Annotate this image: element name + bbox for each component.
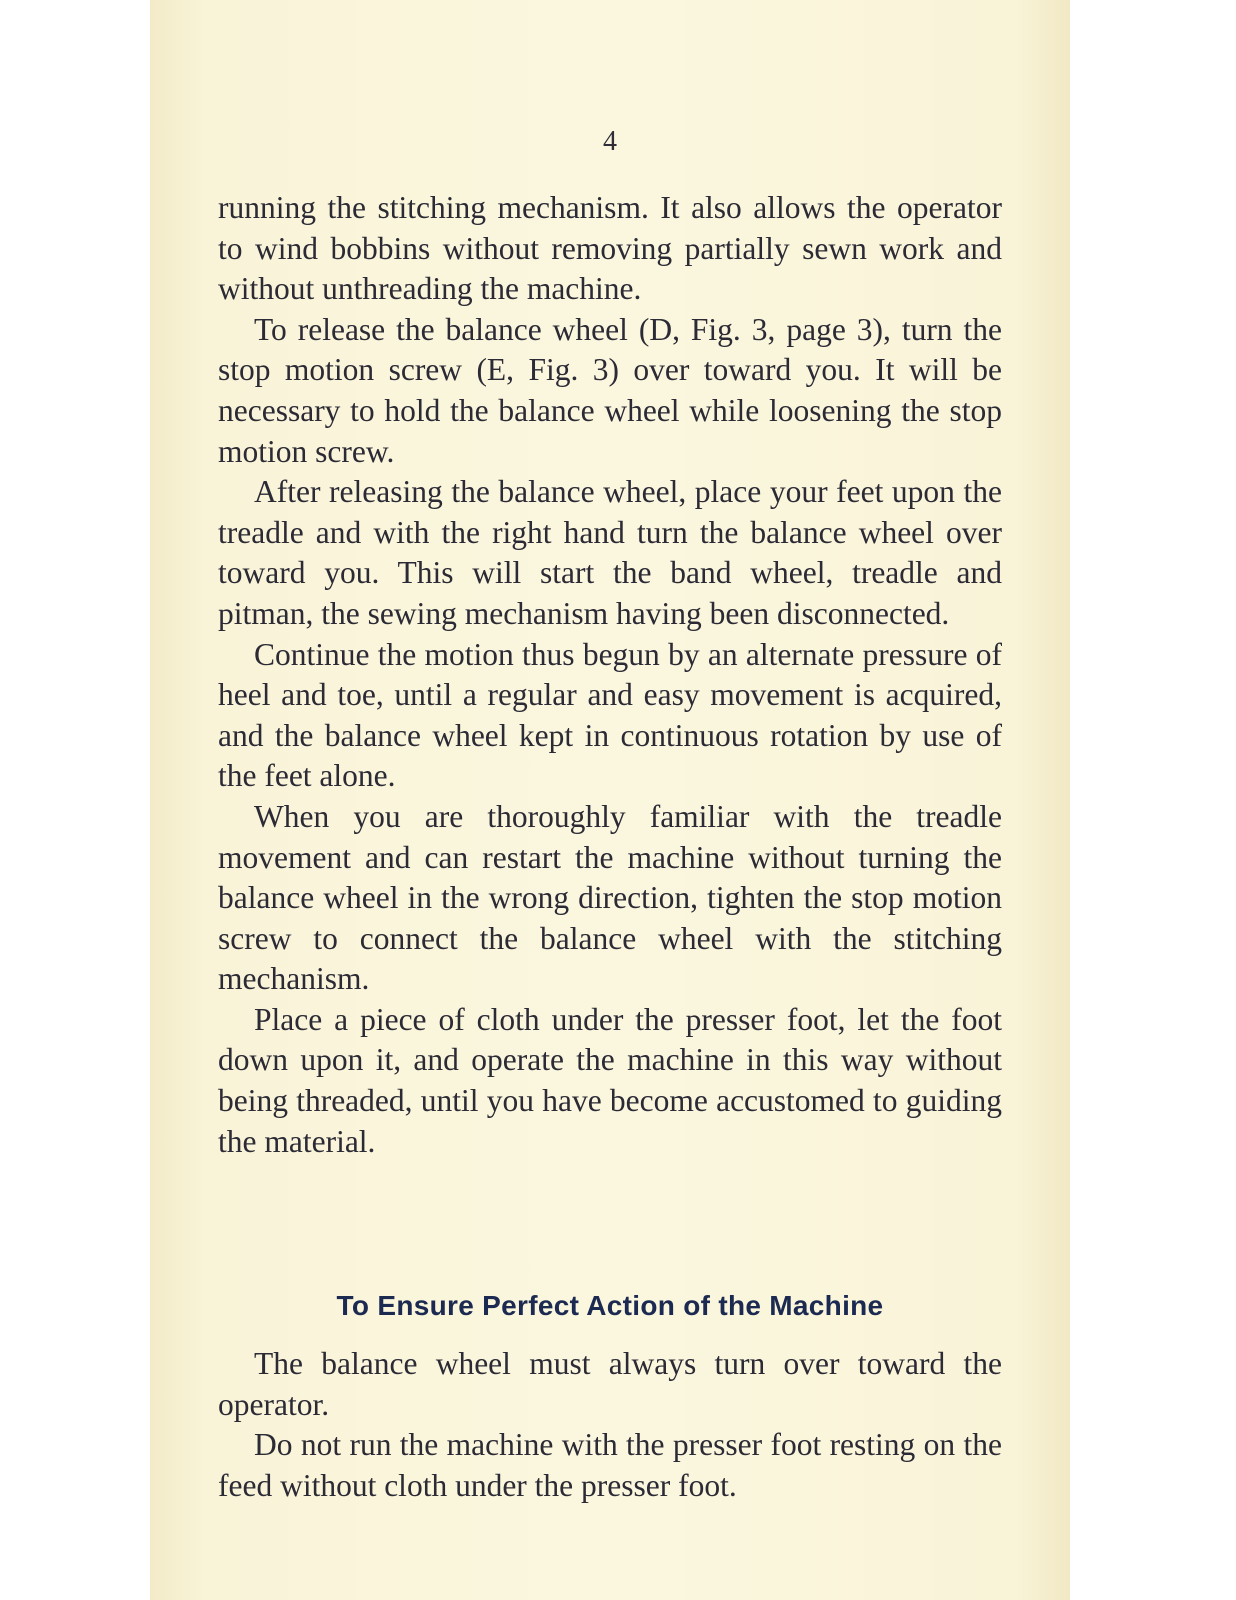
section-heading: To Ensure Perfect Action of the Machine [336, 1290, 884, 1321]
section-text [218, 1344, 1002, 1506]
body-text [218, 188, 1002, 1162]
paragraph: Continue the motion thus begun by an alternate pressure of heel and toe, until a regular and easy movement is acquired, and the balance wheel kept in continuous rotation by use of the feet alone. [218, 636, 1002, 794]
document-page [150, 0, 1070, 1600]
paragraph: running the stitching mechanism. It also allows the operator to wind bobbins without removing partially sewn work and without unthreading the machine. [218, 190, 1002, 307]
paragraph: Do not run the machine with the presser foot resting on the feed without cloth under the presser foot. [218, 1427, 1002, 1503]
paragraph: When you are thoroughly familiar with the treadle movement and can restart the machine without turning the balance wheel in the wrong direction, tighten the stop motion screw to connect the balance wheel with the stitching mechanism. [218, 798, 1002, 997]
paragraph: To release the balance wheel (D, Fig. 3, page 3), turn the stop motion screw (E, Fig. 3) over toward you. It will be necessary to hold the balance wheel while loosening the stop motion screw. [218, 311, 1002, 469]
paragraph: The balance wheel must always turn over toward the operator. [218, 1346, 1002, 1422]
page-number: 4 [603, 126, 617, 157]
paragraph: After releasing the balance wheel, place your feet upon the treadle and with the right hand turn the balance wheel over toward you. This will start the band wheel, treadle and pitman, the sewing mechanism having been disconnected. [218, 474, 1002, 631]
paragraph: Place a piece of cloth under the presser foot, let the foot down upon it, and operate the machine in this way without being threaded, until you have become accustomed to guiding the material. [218, 1001, 1002, 1159]
